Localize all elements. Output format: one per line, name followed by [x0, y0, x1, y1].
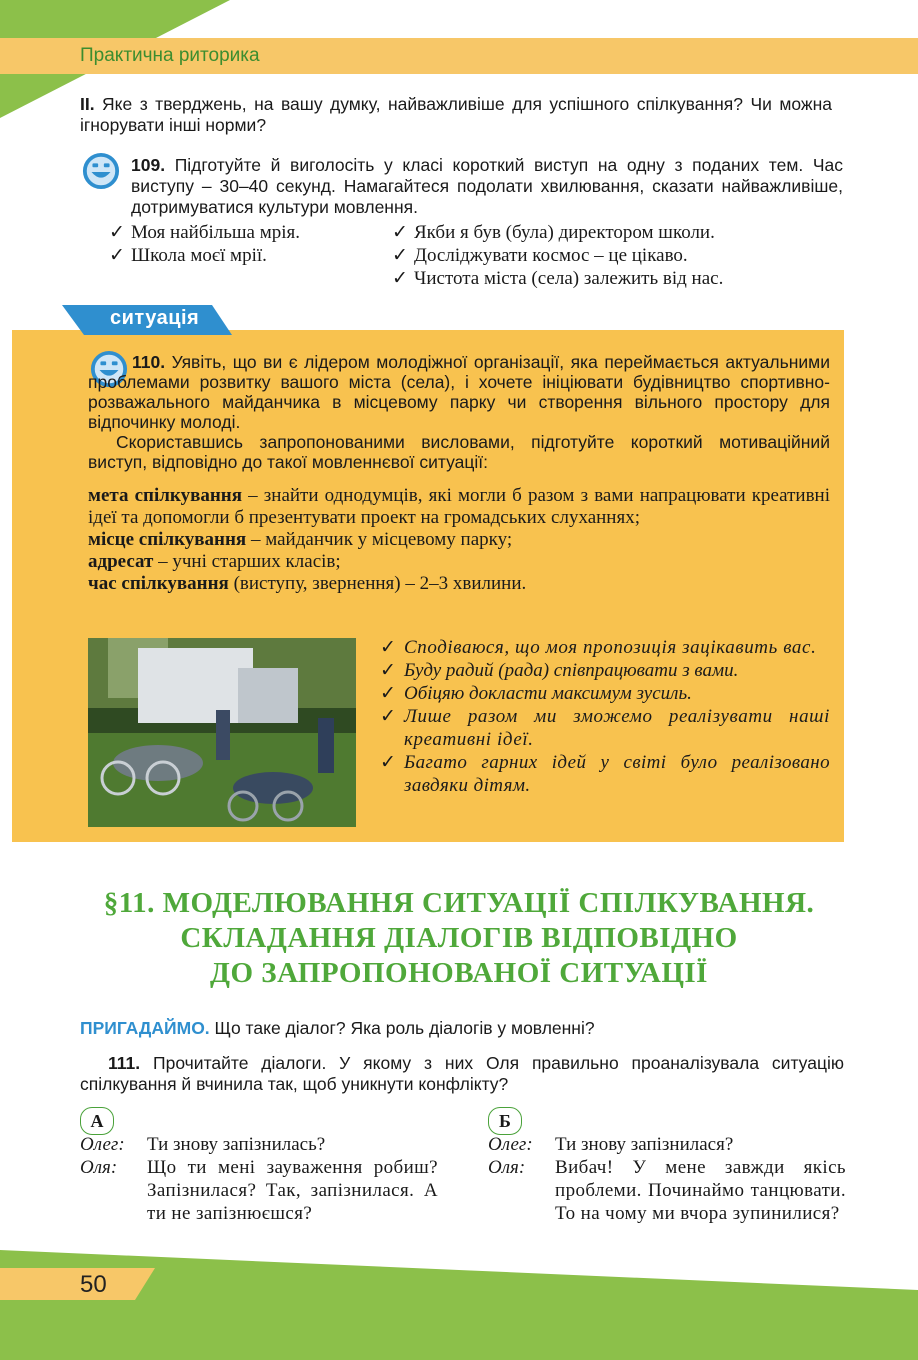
section-title-line: СКЛАДАННЯ ДІАЛОГІВ ВІДПОВІДНО: [180, 922, 738, 954]
situation-label: ситуація: [110, 307, 200, 329]
topic-item: ✓ Школа моєї мрії.: [109, 245, 267, 266]
exercise-110-text: Уявіть, що ви є лідером молодіжної організації, яка переймається актуальними проблемами розвитку вашого міста (села), і хочете ініціювати будівництво спортивно-розважального майданчика в місцевому парку чи створення вільного простору для відпочинку молоді.: [88, 352, 830, 432]
phrase-item: ✓ Обіцяю докласти максимум зусиль.: [380, 683, 692, 704]
park-photo: [88, 638, 356, 827]
topic-item: ✓ Чистота міста (села) залежить від нас.: [392, 268, 724, 289]
section-title-line: ДО ЗАПРОПОНОВАНОЇ СИТУАЦІЇ: [210, 957, 708, 989]
dialog-a-badge: А: [80, 1107, 114, 1135]
dialog-line: Олег: Ти знову запізнилася?: [488, 1134, 734, 1155]
page-number: 50: [80, 1271, 107, 1298]
topics-right: [392, 221, 842, 290]
dialog-line: Оля: Вибач! У мене завжди якісь проблеми. Починаймо танцювати. То на чому ми вчора зупинилися?: [488, 1157, 846, 1224]
recall-label: ПРИГАДАЙМО.: [80, 1018, 210, 1038]
dialog-b: [488, 1133, 846, 1225]
exercise-109-number: 109.: [131, 155, 166, 175]
question-2: [80, 94, 832, 136]
topics-left: [109, 221, 379, 267]
recall-text: Що таке діалог? Яка роль діалогів у мовленні?: [209, 1018, 595, 1038]
exercise-111: [80, 1053, 844, 1095]
dialog-line: Олег: Ти знову запізнилась?: [80, 1134, 326, 1155]
topic-item: ✓ Досліджувати космос – це цікаво.: [392, 245, 688, 266]
exercise-110: [88, 352, 830, 432]
situation-definitions: [88, 485, 830, 595]
exercise-109: [131, 155, 843, 218]
section-title: [40, 886, 878, 991]
smile-icon: [82, 152, 120, 190]
phrases-list: [380, 636, 830, 797]
dialog-line: Оля: Що ти мені зауваження робиш? Запізнилася? Так, запізнилася. А ти не запізнюєшся?: [80, 1157, 438, 1224]
phrase-item: ✓ Лише разом ми зможемо реалізувати наші креативні ідеї.: [380, 706, 830, 750]
exercise-110-number: 110.: [132, 352, 166, 372]
running-header: Практична риторика: [80, 45, 260, 66]
phrase-item: ✓ Буду радий (рада) співпрацювати з вами.: [380, 660, 739, 681]
exercise-109-text: Підготуйте й виголосіть у класі короткий виступ на одну з поданих тем. Час виступу – 30–40 секунд. Намагайтеся подолати хвилювання, сказати найважливіше, дотримуватися культури мовлення.: [131, 155, 843, 217]
phrase-item: ✓ Сподіваюся, що моя пропозиція зацікавить вас.: [380, 637, 817, 658]
phrase-item: ✓ Багато гарних ідей у світі було реалізовано завдяки дітям.: [380, 752, 830, 796]
exercise-111-text: Прочитайте діалоги. У якому з них Оля правильно проаналізувала ситуацію спілкування й вчинила так, щоб уникнути конфлікту?: [80, 1053, 844, 1094]
definition-time: час спілкування (виступу, звернення) – 2–3 хвилини.: [88, 573, 527, 594]
exercise-111-number: 111.: [108, 1053, 141, 1073]
dialog-b-badge: Б: [488, 1107, 522, 1135]
definition-addressee: адресат – учні старших класів;: [88, 551, 341, 572]
exercise-110-task: Скориставшись запропонованими висловами, підготуйте короткий мотиваційний виступ, відповідно до такої мовленнєвої ситуації:: [88, 432, 830, 472]
topic-item: ✓ Моя найбільша мрія.: [109, 222, 301, 243]
section-title-line: §11. МОДЕЛЮВАННЯ СИТУАЦІЇ СПІЛКУВАННЯ.: [103, 887, 815, 919]
footer-decoration: [0, 1250, 918, 1360]
definition-place: місце спілкування – майданчик у місцевому парку;: [88, 529, 513, 550]
topic-item: ✓ Якби я був (була) директором школи.: [392, 222, 715, 243]
question-2-text: Яке з тверджень, на вашу думку, найважливіше для успішного спілкування? Чи можна ігнорувати інші норми?: [80, 94, 832, 135]
definition-goal: мета спілкування – знайти однодумців, які могли б разом з вами напрацювати креативні ідеї та допомогли б презентувати проект на громадських слуханнях;: [88, 485, 831, 528]
recall: [80, 1018, 840, 1039]
dialog-a: [80, 1133, 438, 1225]
question-2-number: II.: [80, 94, 95, 114]
